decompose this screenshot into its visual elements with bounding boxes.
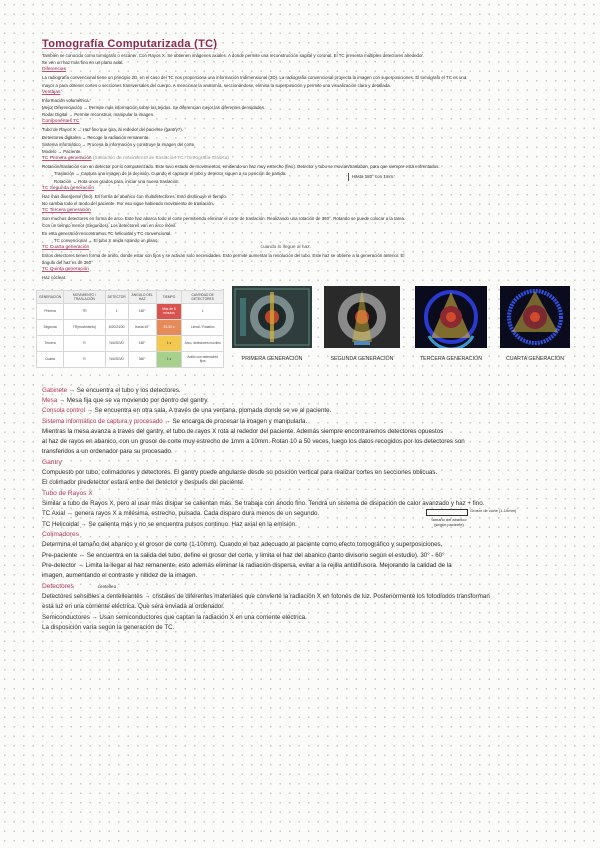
text-line: transferidos a un ordenador para su procesado.: [42, 448, 173, 456]
scanner-diagram-icon: [500, 286, 570, 348]
generations-figure: [39, 286, 565, 386]
text-line: Semiconductores → Usan semiconductores que captan la radiación X en una corriente eléctrica.: [42, 613, 307, 621]
table-cell: Arco, detectores móviles: [182, 335, 224, 351]
image-caption: PRIMERA GENERACIÓN: [241, 355, 303, 362]
text-line: Estos detectores tienen forma de anillo, donde estar son fijos y se activan solo necesidades. Esto permite aumentar la resolución del tubo. Este haz se obtiene a la generación anterior. El: [42, 253, 405, 259]
side-note: tamaño del abanico (según paciente): [431, 517, 467, 528]
generations-table: [36, 290, 224, 368]
table-cell: Segunda: [37, 319, 64, 335]
text-line: Son muchos detectores en forma de arco. Este haz abarca todo el corte permitiendo eliminar el corte de traslación. Realizando una rotación de 360°. Rotando se puede colocar a la tarea.: [42, 216, 406, 222]
section-heading-cuarta: TC Cuarta generación cuando lo llegue al haz.: [42, 245, 311, 251]
text-line: Mejor Diferenciación → Permite más información sobre los tejidos. Se diferencian mejor las diferentes densidades.: [42, 105, 266, 111]
table-cell: Tercera: [37, 335, 64, 351]
text-line: mayor a para obtener cortes o secciones transversales del cuerpo. A mencionar la anatomía, seccionándose, elimina la superposición y permite una visualización clara y detallada.: [42, 82, 391, 88]
text-line: Modelo → Paciente.: [42, 149, 82, 155]
table-header: TIEMPO: [156, 290, 182, 303]
text-line: No cambia todo el modo del paciente. Por eso sigue habiendo movimiento de traslación.: [42, 201, 215, 207]
text-line: En esta generación encontramos TC helicoidal y TC convencional.: [42, 230, 172, 236]
third-generation-image: [415, 286, 487, 348]
table-cell: 8/20/24/30: [105, 319, 128, 335]
table-row: [37, 351, 224, 367]
table-cell: Más de 5 minutos: [156, 303, 182, 319]
image-caption: CUARTA GENERACIÓN: [505, 355, 565, 362]
table-header: ÁNGULO DEL HAZ: [128, 290, 156, 303]
table-cell: R: [64, 335, 106, 351]
text-line: TC Axial → genera rayos X a milésima, estrecho, pulsada. Cada disparo dura menos de un segundo.: [42, 510, 320, 518]
text-line: Detectores digitales → Recoge la radiación remanente.: [42, 134, 150, 140]
text-line: Tubo de Rayos X → Haz fino que gira, al rededor del paciente (gantry?).: [42, 127, 183, 133]
table-header: MOVIMIENTO / TRASLACIÓN: [64, 290, 106, 303]
table-cell: 1: [182, 303, 224, 319]
primera-steps: [42, 170, 564, 184]
table-row: [37, 303, 224, 319]
scanner-diagram-icon: [324, 286, 400, 348]
text-line: Detectores sensibles a centelleantes → cristales de diferentes materiales que convierte la radiación X en fotones de luz. Posteriormente los fotodiodos transforman: [42, 593, 490, 601]
section-heading-componentes: Componentes TC: [42, 119, 80, 125]
table-cell: Cuarta: [37, 351, 64, 367]
text-line: Compuesto por tubo, colimadores y detectores. El gantry puede angularse desde su posición vertical para realizar cortes en secciones oblicuas.: [42, 469, 438, 477]
text-line: Haz más divergente (fino). En forma de abanico con multidetectores. Esto disminuye el tiempo.: [42, 193, 227, 199]
text-line: TC Helicoidal → Se calienta más y no se encuentra pulsos continuo. Haz axial en la emisión.: [42, 520, 297, 528]
table-cell: 1 s: [156, 335, 182, 351]
scanner-diagram-icon: [415, 286, 487, 348]
section-heading-ventajas: Ventajas: [42, 89, 61, 95]
table-row: [37, 335, 224, 351]
text-line: ángulo del haz es de 360°: [42, 260, 93, 266]
text-line: Mesa → Mesa fija que se va moviendo por dentro del gantry.: [42, 396, 209, 404]
text-line: La radiografía convencional tiene un principio 2D, en el caso del TC nos proporciona una información tridimensional (3D). La radiografía convencional proyecta la imagen con superposiciones. El tomógrafo el TC es una: [42, 75, 467, 81]
text-line: Sistema informático de captura y procesado → Se encarga de procesar la imagen y manipularla.: [42, 417, 308, 425]
second-generation-image: [324, 286, 400, 348]
scanner-diagram-icon: [232, 286, 312, 348]
section-heading-colimadores: Colimadores: [42, 531, 80, 539]
table-cell: N/A/SG/D: [105, 351, 128, 367]
section-heading-gantry: Gantry: [42, 458, 62, 466]
text-line: Gabinete → Se encuentra el tubo y los detectores.: [42, 386, 181, 394]
text-line: esta luz en una corriente eléctrica. Que será enviada al ordenador.: [42, 603, 225, 611]
table-header: GENERACIÓN: [37, 290, 64, 303]
text-line: El colimador predetector estará entre del detector y después del paciente.: [42, 479, 245, 487]
table-cell: TR: [64, 303, 106, 319]
first-generation-image: [232, 286, 312, 348]
tubo-types: [42, 509, 564, 530]
table-cell: 1 s: [156, 351, 182, 367]
table-cell: Lineal / Rotativo: [182, 319, 224, 335]
text-line: Similar a tubo de Rayos X, pero al usar más disipar se calientan más. Se trabaja con ánodo fino. Tendrá un sistema de disipación de calor avanzado y haz + fino.: [42, 500, 485, 508]
text-line: al haz de rayos en abanico, con un grosor de corte muy estrecho de 1mm a 10mm. Rotan 10 a 50 veces, luego los datos recogidos por los detectores son: [42, 438, 465, 446]
heading-note: cuando lo llegue al haz.: [260, 245, 311, 251]
page-title: Tomografía Computarizada (TC): [42, 38, 218, 50]
text-line: imagen, aumentando el contraste y nitidez de la imagen.: [42, 572, 198, 580]
text-line: Haz cóclear.: [42, 275, 67, 281]
section-heading-detectores: Detectores centelleo: [42, 582, 117, 590]
text-line: Rodar Digital → Permite reconstruir, manipular la imagen.: [42, 112, 155, 118]
text-line: Consola control → Se encuentra en otra sala. A través de una ventana, plomada donde se ve al paciente.: [42, 407, 332, 415]
table-cell: R: [64, 351, 106, 367]
section-heading-segunda: TC Segunda generación: [42, 185, 95, 191]
table-cell: TR(movimiento): [64, 319, 106, 335]
text-line: Traslación → Captura una imagen de la decisión. Cuando el capturar el tubo y detector siguen a su posición de partida.: [54, 171, 287, 177]
table-cell: 20-30 s: [156, 319, 182, 335]
text-line: Información volumétrica.: [42, 97, 90, 103]
text-line: Pre-detector → Limita la llegar al haz remanente, esto además eliminar la radiación dispersa, evitar a la rejilla antidifusora. Mejorando la calidad de la: [42, 562, 452, 570]
table-cell: 180°: [128, 303, 156, 319]
image-caption: TERCERA GENERACIÓN: [419, 355, 483, 362]
table-header: CANTIDAD DE DETECTORES: [182, 290, 224, 303]
collimator-sketch: [426, 509, 468, 516]
table-header-row: [37, 290, 224, 303]
intro-line: También se conocido como tomógrafo o escáner. Con Rayos X. Se obtienen imágenes axiales. A donde permite una reconstrucción sagital y coronal. El TC presenta múltiples detectores alrededor.: [42, 53, 424, 58]
notes-page: [39, 38, 565, 633]
side-note: Hasta 180° con 1mm.: [348, 173, 394, 180]
table-cell: 1: [105, 303, 128, 319]
table-cell: Anillo con detectores fijos: [182, 351, 224, 367]
section-heading-tubo: Tubo de Rayos X: [42, 489, 93, 497]
text-line: Con un tiempo menor (Segundos). Los detectores van en arco móvil.: [42, 223, 177, 229]
fourth-generation-image: [500, 286, 570, 348]
table-cell: 360°: [128, 351, 156, 367]
section-heading-tercera: TC Tercera generación: [42, 208, 91, 214]
section-heading-primera: TC Primera generación (traslación de movimiento de traslación TC. Tomografía Clásica): [42, 156, 229, 162]
table-cell: Primera: [37, 303, 64, 319]
text-line: Sistema informático → Procesa la información y construye la imagen del corte.: [42, 141, 196, 147]
table-cell: Hasta 40°: [128, 319, 156, 335]
text-line: Mientras la mesa avanza a través del gantry, el tubo de rayos X rota al rededor del paciente. Además siempre encontraremos detectores opuestos: [42, 427, 444, 435]
table-row: [37, 319, 224, 335]
text-line: La disposición varía según la generación de TC.: [42, 623, 175, 631]
image-caption: SEGUNDA GENERACIÓN: [330, 355, 394, 362]
heading-note: (traslación de movimiento de traslación TC. Tomografía Clásica): [92, 156, 229, 162]
heading-note: centelleo: [97, 583, 117, 589]
table-cell: N/A/SG/D: [105, 335, 128, 351]
section-heading-quinta: TC Quinta generación: [42, 267, 89, 273]
table-cell: 180°: [128, 335, 156, 351]
text-line: TC convencional → El tubo X anida rotando un plano.: [54, 237, 159, 243]
text-line: Pre-paciente → Se encuentra en la salida del tubo, define el grosor del corte, y limita el haz del abanico (tanto divisorio según el estudio). 30° - 60°: [42, 551, 445, 559]
side-note: Grosor de corte (1-10mm): [470, 508, 517, 514]
text-line: Rotación → Rota unos grados para, iniciar una nueva traslación.: [54, 178, 180, 184]
text-line: Rotación/traslación con un detector por lo computerizado. Este tuvo estado de movimientos, emitiendo un haz muy estrecho (fino). Detector y tubo se movían/traslaban, para que siempre está enfrentados.: [42, 164, 440, 170]
table-header: DETECTOR: [105, 290, 128, 303]
intro-line: Se ven un haz más fino en un plano axial.: [42, 60, 124, 66]
section-heading-diferencias: Diferencias: [42, 67, 66, 73]
text-line: Determina el tamaño del abanico y el grosor de corte (1-10mm). Cuando el haz adecuado al paciente como efecto tomográfico y superposiciones.: [42, 541, 443, 549]
